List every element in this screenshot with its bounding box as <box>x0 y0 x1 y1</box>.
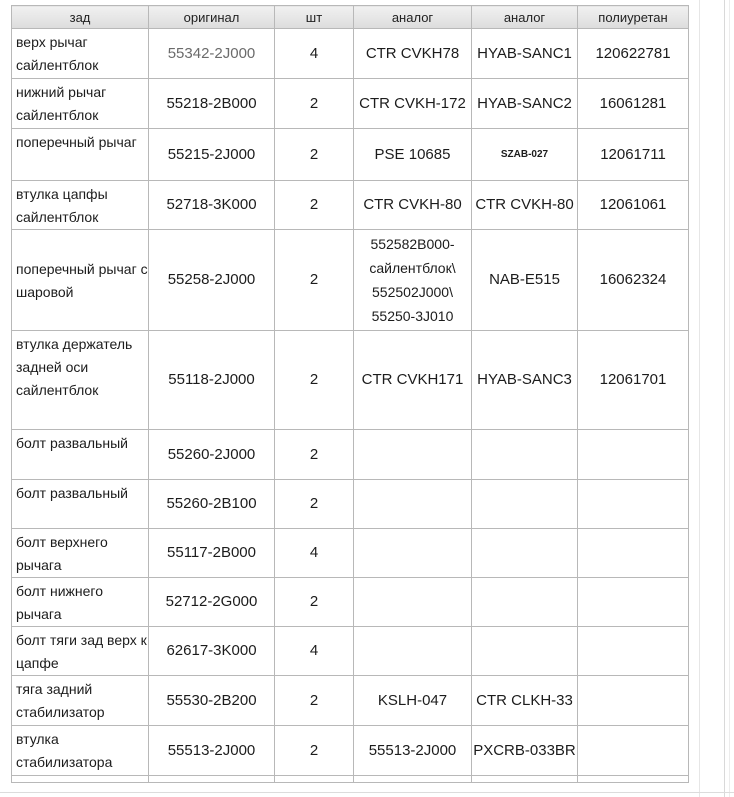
quantity: 2 <box>275 181 354 230</box>
original-number: 52718-3K000 <box>149 181 275 230</box>
original-number: 55342-2J000 <box>149 29 275 79</box>
analog-2: PXCRB-033BR <box>472 726 578 776</box>
part-name: болт тяги зад верх к цапфе <box>12 627 149 676</box>
quantity: 2 <box>275 578 354 627</box>
polyurethane-number <box>578 627 689 676</box>
original-number: 55215-2J000 <box>149 129 275 181</box>
empty-cell <box>275 776 354 783</box>
quantity: 2 <box>275 129 354 181</box>
original-number: 55258-2J000 <box>149 230 275 331</box>
analog-2: SZAB-027 <box>472 129 578 181</box>
page-bottom-rule <box>0 792 734 793</box>
header-zad: зад <box>12 6 149 29</box>
quantity: 2 <box>275 430 354 480</box>
part-name: болт верхнего рычага <box>12 529 149 578</box>
quantity: 2 <box>275 676 354 726</box>
analog-2: NAB-E515 <box>472 230 578 331</box>
part-name: верх рычаг сайлентблок <box>12 29 149 79</box>
table-row <box>12 676 689 726</box>
quantity: 2 <box>275 331 354 430</box>
part-name: поперечный рычаг <box>12 129 149 181</box>
table-row-partial <box>12 776 689 783</box>
quantity: 4 <box>275 627 354 676</box>
analog-2: HYAB-SANC1 <box>472 29 578 79</box>
quantity: 4 <box>275 529 354 578</box>
original-number: 55260-2J000 <box>149 430 275 480</box>
empty-cell <box>12 776 149 783</box>
analog-1: CTR CVKH78 <box>354 29 472 79</box>
polyurethane-number <box>578 529 689 578</box>
header-original: оригинал <box>149 6 275 29</box>
original-number: 62617-3K000 <box>149 627 275 676</box>
polyurethane-number <box>578 578 689 627</box>
parts-table <box>11 5 689 783</box>
polyurethane-number: 12061061 <box>578 181 689 230</box>
part-name: болт развальный <box>12 430 149 480</box>
empty-cell <box>354 776 472 783</box>
analog-1 <box>354 430 472 480</box>
part-name: втулка стабилизатора <box>12 726 149 776</box>
table-row <box>12 230 689 331</box>
empty-cell <box>578 776 689 783</box>
analog-2 <box>472 480 578 529</box>
part-name: болт развальный <box>12 480 149 529</box>
quantity: 2 <box>275 230 354 331</box>
table-row <box>12 726 689 776</box>
header-analog-2: аналог <box>472 6 578 29</box>
analog-2: HYAB-SANC3 <box>472 331 578 430</box>
quantity: 2 <box>275 79 354 129</box>
table-row <box>12 430 689 480</box>
header-qty: шт <box>275 6 354 29</box>
part-name: нижний рычаг сайлентблок <box>12 79 149 129</box>
table-row <box>12 79 689 129</box>
part-name: болт нижнего рычага <box>12 578 149 627</box>
page-guide-line <box>699 0 700 797</box>
analog-1 <box>354 529 472 578</box>
page-guide-line <box>724 0 725 797</box>
page-guide-line <box>729 0 730 797</box>
part-name: поперечный рычаг с шаровой <box>12 230 149 331</box>
analog-1: CTR CVKH-80 <box>354 181 472 230</box>
original-number: 55513-2J000 <box>149 726 275 776</box>
part-name: втулка цапфы сайлентблок <box>12 181 149 230</box>
original-number: 55117-2B000 <box>149 529 275 578</box>
analog-1: PSE 10685 <box>354 129 472 181</box>
analog-1: 55513-2J000 <box>354 726 472 776</box>
table-row <box>12 181 689 230</box>
table-row <box>12 129 689 181</box>
table-header-row <box>12 6 689 29</box>
table-row <box>12 578 689 627</box>
polyurethane-number <box>578 676 689 726</box>
table-row <box>12 480 689 529</box>
part-name: тяга задний стабилизатор <box>12 676 149 726</box>
analog-2 <box>472 430 578 480</box>
polyurethane-number: 12061711 <box>578 129 689 181</box>
original-number: 55218-2B000 <box>149 79 275 129</box>
original-number: 55530-2B200 <box>149 676 275 726</box>
analog-2 <box>472 529 578 578</box>
analog-1 <box>354 627 472 676</box>
analog-2 <box>472 578 578 627</box>
quantity: 2 <box>275 480 354 529</box>
polyurethane-number <box>578 480 689 529</box>
analog-2: CTR CLKH-33 <box>472 676 578 726</box>
original-number: 52712-2G000 <box>149 578 275 627</box>
analog-1: CTR CVKH171 <box>354 331 472 430</box>
analog-1: CTR CVKH-172 <box>354 79 472 129</box>
analog-1: 552582B000-сайлентблок\ 552502J000\ 55250-3J010 <box>354 230 472 331</box>
header-polyurethane: полиуретан <box>578 6 689 29</box>
polyurethane-number: 12061701 <box>578 331 689 430</box>
polyurethane-number: 16062324 <box>578 230 689 331</box>
quantity: 4 <box>275 29 354 79</box>
table-row <box>12 29 689 79</box>
analog-2: HYAB-SANC2 <box>472 79 578 129</box>
table-row <box>12 627 689 676</box>
analog-2 <box>472 627 578 676</box>
header-analog-1: аналог <box>354 6 472 29</box>
polyurethane-number: 120622781 <box>578 29 689 79</box>
polyurethane-number <box>578 430 689 480</box>
quantity: 2 <box>275 726 354 776</box>
analog-1: KSLH-047 <box>354 676 472 726</box>
empty-cell <box>472 776 578 783</box>
table-row <box>12 331 689 430</box>
polyurethane-number <box>578 726 689 776</box>
table-row <box>12 529 689 578</box>
analog-1 <box>354 578 472 627</box>
analog-2: CTR CVKH-80 <box>472 181 578 230</box>
original-number: 55118-2J000 <box>149 331 275 430</box>
part-name: втулка держатель задней оси сайлентблок <box>12 331 149 430</box>
analog-1 <box>354 480 472 529</box>
polyurethane-number: 16061281 <box>578 79 689 129</box>
empty-cell <box>149 776 275 783</box>
original-number: 55260-2B100 <box>149 480 275 529</box>
